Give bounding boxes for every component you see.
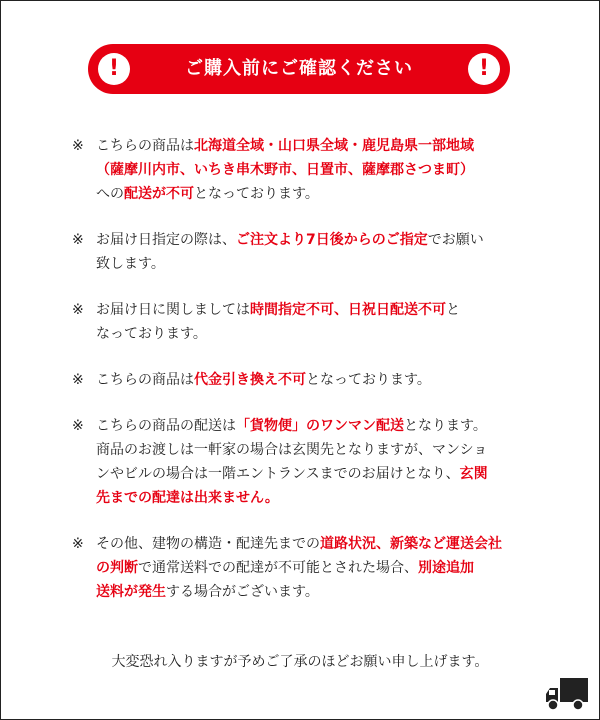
notice-item [72,228,552,276]
highlight-text: （薩摩川内市、いちき串木野市、日置市、薩摩郡さつま町） [96,162,474,178]
highlight-text: 道路状況、新築など運送会社 [320,536,502,552]
highlight-text: 北海道全域・山口県全域・鹿児島県一部地域 [194,138,474,154]
banner-title: ご購入前にご確認ください [185,58,413,79]
note-text: ンやビルの場合は一階エントランスまでのお届けとなり、 [96,466,460,482]
notice-item [72,414,552,510]
notice-banner [88,44,510,94]
highlight-text: 別途追加 [418,560,474,576]
reference-mark: ※ [72,138,84,154]
note-text: お届け日に関しましては [96,302,250,318]
reference-mark: ※ [72,302,84,318]
note-text: なっております。 [96,326,207,342]
note-text: と [446,302,460,318]
highlight-text: 時間指定不可、日祝日配送不可 [250,302,446,318]
note-text: お届け日指定の際は、 [96,232,236,248]
note-text: 商品のお渡しは一軒家の場合は玄関先となりますが、マンショ [96,442,488,458]
exclamation-icon: ! [98,53,130,85]
highlight-text: 配送が不可 [124,186,194,202]
reference-mark: ※ [72,418,84,434]
truck-icon [544,676,590,712]
highlight-text: 先までの配達は出来ません。 [96,490,279,506]
notice-item [72,532,552,604]
reference-mark: ※ [72,536,84,552]
highlight-text: の判断 [96,560,138,576]
note-text: その他、建物の構造・配達先までの [96,536,320,552]
note-text: となります。 [404,418,487,434]
notice-list [72,134,552,626]
note-text: でお願い [427,232,484,248]
highlight-text: 代金引き換え不可 [194,372,306,388]
closing-message: 大変恐れ入りますが予めご了承のほどお願い申し上げます。 [111,654,489,670]
note-text: となっております。 [306,372,431,388]
note-text: こちらの商品は [96,372,194,388]
highlight-text: 「貨物便」のワンマン配送 [236,418,404,434]
note-text: する場合がございます。 [166,584,319,600]
note-text: 致します。 [96,256,165,272]
note-text: となっております。 [194,186,319,202]
note-text: こちらの商品の配送は [96,418,236,434]
reference-mark: ※ [72,372,84,388]
exclamation-icon: ! [468,53,500,85]
notice-item [72,298,552,346]
reference-mark: ※ [72,232,84,248]
highlight-text: 玄関 [459,466,488,482]
highlight-text: 送料が発生 [96,584,166,600]
notice-item [72,134,552,206]
note-text: こちらの商品は [96,138,194,154]
notice-item [72,368,552,392]
highlight-text: ご注文より7日後からのご指定 [236,232,428,248]
note-text: への [96,186,124,202]
note-text: で通常送料での配達が不可能とされた場合、 [138,560,418,576]
